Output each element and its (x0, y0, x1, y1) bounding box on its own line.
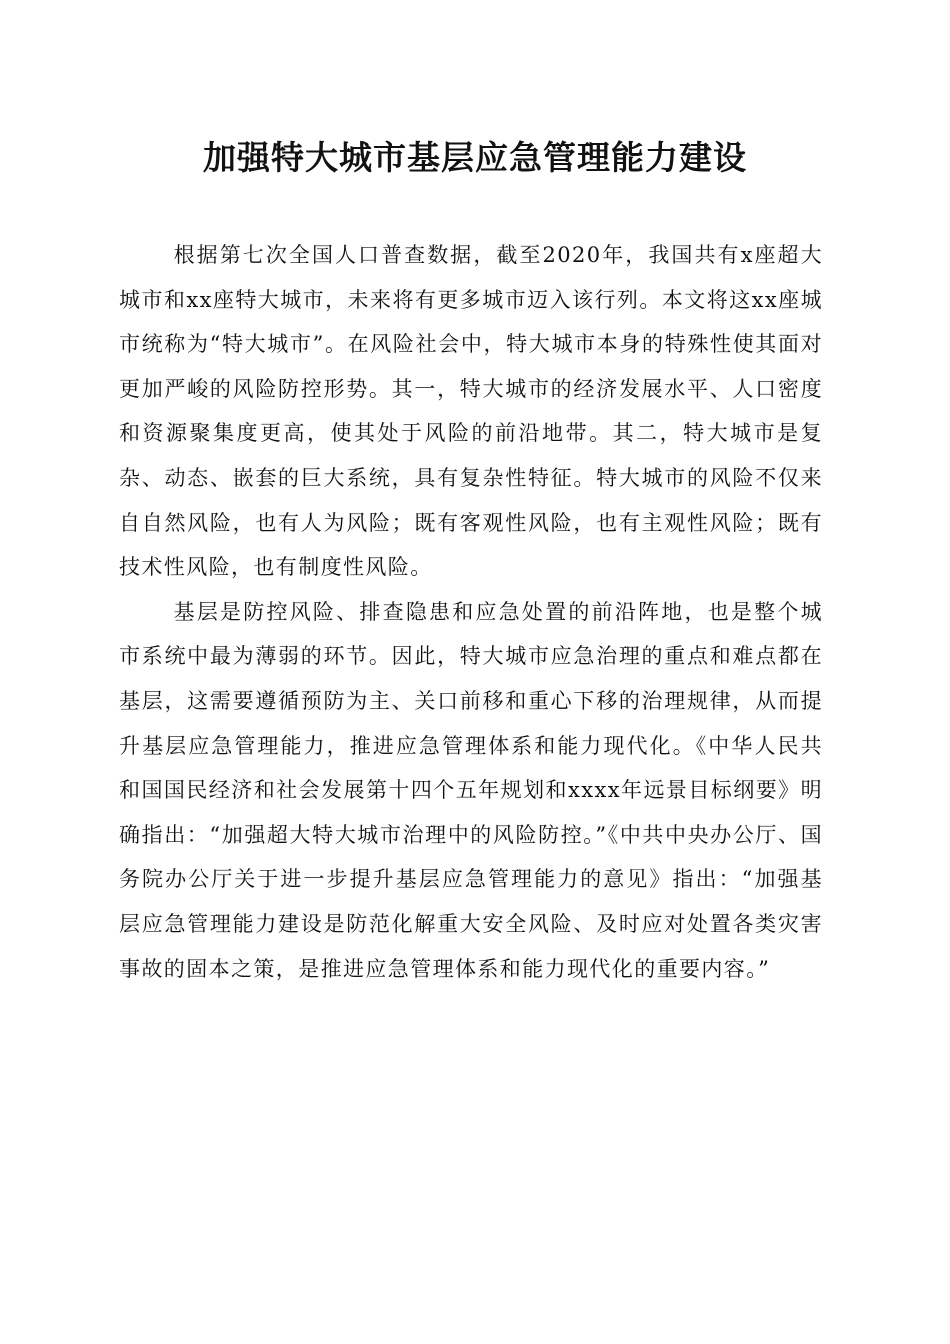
document-title: 加强特大城市基层应急管理能力建设 (203, 138, 747, 177)
paragraph-2: 基层是防控风险、排查隐患和应急处置的前沿阵地，也是整个城市系统中最为薄弱的环节。因此，特大城市应急治理的重点和难点都在基层，这需要遵循预防为主、关口前移和重心下移的治理规律，从而提升基层应急管理能力，推进应急管理体系和能力现代化。《中华人民共和国国民经济和社会发展第十四个五年规划和xxxx年远景目标纲要》明确指出：“加强超大特大城市治理中的风险防控。”《中共中央办公厅、国务院办公厅关于进一步提升基层应急管理能力的意见》指出：“加强基层应急管理能力建设是防范化解重大安全风险、及时应对处置各类灾害事故的固本之策，是推进应急管理体系和能力现代化的重要内容。” (119, 599, 823, 981)
paragraph-1: 根据第七次全国人口普查数据，截至2020年，我国共有x座超大城市和xx座特大城市，未来将有更多城市迈入该行列。本文将这xx座城市统称为“特大城市”。在风险社会中，特大城市本身的特殊性使其面对更加严峻的风险防控形势。其一，特大城市的经济发展水平、人口密度和资源聚集度更高，使其处于风险的前沿地带。其二，特大城市是复杂、动态、嵌套的巨大系统，具有复杂性特征。特大城市的风险不仅来自自然风险，也有人为风险；既有客观性风险，也有主观性风险；既有技术性风险，也有制度性风险。 (119, 243, 823, 580)
document-body (119, 233, 823, 991)
